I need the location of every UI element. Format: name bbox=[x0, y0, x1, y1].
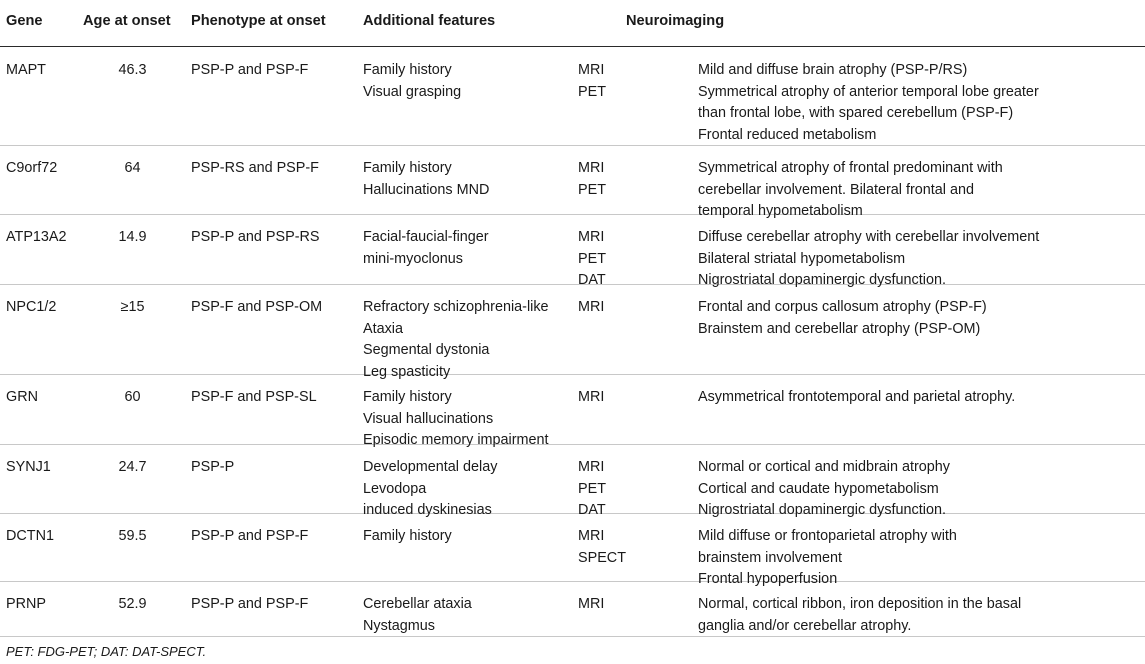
neuroimaging-cell bbox=[698, 297, 987, 340]
neuroimaging-cell-line: cerebellar involvement. Bilateral frontal and bbox=[698, 181, 974, 198]
modality-cell-line: MRI bbox=[578, 459, 605, 475]
table-footnote: PET: FDG-PET; DAT: DAT-SPECT. bbox=[6, 644, 207, 659]
phenotype-cell: PSP-P bbox=[191, 459, 235, 475]
gene-cell: PRNP bbox=[6, 596, 46, 612]
table-row bbox=[0, 145, 1145, 219]
features-cell-line: Family history bbox=[363, 160, 452, 176]
gene-cell: ATP13A2 bbox=[6, 229, 67, 245]
features-cell-line: Cerebellar ataxia bbox=[363, 596, 472, 612]
phenotype-cell: PSP-P and PSP-F bbox=[191, 528, 309, 544]
features-cell-line: Family history bbox=[363, 62, 452, 78]
neuroimaging-cell-line: Frontal hypoperfusion bbox=[698, 571, 838, 587]
age-cell: 64 bbox=[124, 160, 141, 176]
phenotype-cell: PSP-RS and PSP-F bbox=[191, 160, 319, 176]
neuroimaging-cell-line: brainstem involvement bbox=[698, 549, 842, 566]
modality-cell-line: MRI bbox=[578, 62, 605, 78]
modality-cell bbox=[578, 297, 604, 319]
table-row bbox=[0, 214, 1145, 288]
table-row bbox=[0, 513, 1145, 587]
features-cell-line: Refractory schizophrenia-like bbox=[363, 299, 549, 315]
neuroimaging-cell bbox=[698, 158, 1003, 223]
modality-cell-line: PET bbox=[578, 250, 606, 267]
gene-cell: SYNJ1 bbox=[6, 459, 51, 475]
modality-cell-line: DAT bbox=[578, 272, 606, 288]
neuroimaging-cell-line: Mild and diffuse brain atrophy (PSP-P/RS) bbox=[698, 62, 968, 78]
age-cell: 46.3 bbox=[118, 62, 147, 78]
header-age-at-onset: Age at onset bbox=[83, 13, 171, 29]
modality-cell bbox=[578, 60, 606, 103]
features-cell-line: Visual grasping bbox=[363, 83, 462, 100]
age-cell: 52.9 bbox=[118, 596, 147, 612]
header-neuroimaging: Neuroimaging bbox=[626, 13, 725, 29]
age-cell: ≥15 bbox=[120, 299, 145, 315]
modality-cell-line: MRI bbox=[578, 528, 605, 544]
features-cell-line: Episodic memory impairment bbox=[363, 432, 549, 448]
phenotype-cell: PSP-P and PSP-F bbox=[191, 596, 309, 612]
modality-cell-line: SPECT bbox=[578, 549, 626, 566]
features-cell bbox=[363, 387, 549, 452]
table-row bbox=[0, 581, 1145, 637]
features-cell-line: Levodopa bbox=[363, 480, 427, 497]
neuroimaging-cell bbox=[698, 457, 950, 522]
features-cell-line: Nystagmus bbox=[363, 617, 435, 634]
neuroimaging-cell-line: temporal hypometabolism bbox=[698, 203, 863, 219]
features-cell-line: Family history bbox=[363, 389, 452, 405]
neuroimaging-cell-line: Bilateral striatal hypometabolism bbox=[698, 250, 906, 267]
phenotype-cell: PSP-P and PSP-F bbox=[191, 62, 309, 78]
age-cell: 60 bbox=[124, 389, 141, 405]
modality-cell-line: PET bbox=[578, 83, 606, 100]
modality-cell-line: MRI bbox=[578, 229, 605, 245]
features-cell bbox=[363, 60, 461, 103]
neuroimaging-cell-line: Nigrostriatal dopaminergic dysfunction. bbox=[698, 502, 946, 518]
neuroimaging-cell-line: Nigrostriatal dopaminergic dysfunction. bbox=[698, 272, 946, 288]
neuroimaging-cell-line: Cortical and caudate hypometabolism bbox=[698, 480, 939, 497]
gene-cell: C9orf72 bbox=[6, 160, 58, 176]
modality-cell-line: MRI bbox=[578, 389, 605, 405]
neuroimaging-cell bbox=[698, 594, 1021, 637]
features-cell-line: mini-myoclonus bbox=[363, 250, 463, 267]
phenotype-cell: PSP-F and PSP-OM bbox=[191, 299, 323, 315]
table-row bbox=[0, 444, 1145, 518]
neuroimaging-cell-line: Frontal and corpus callosum atrophy (PSP-F) bbox=[698, 299, 987, 315]
modality-cell bbox=[578, 526, 626, 569]
neuroimaging-cell bbox=[698, 60, 1039, 146]
header-additional-features: Additional features bbox=[363, 13, 496, 29]
neuroimaging-cell bbox=[698, 227, 1039, 292]
table-row bbox=[0, 284, 1145, 380]
modality-cell bbox=[578, 594, 604, 616]
age-cell: 14.9 bbox=[118, 229, 147, 245]
modality-cell-line: PET bbox=[578, 181, 606, 198]
age-cell: 24.7 bbox=[118, 459, 147, 475]
table-header bbox=[0, 0, 1145, 47]
features-cell-line: Hallucinations MND bbox=[363, 181, 490, 198]
features-cell-line: Developmental delay bbox=[363, 459, 498, 475]
features-cell-line: Leg spasticity bbox=[363, 363, 451, 380]
neuroimaging-cell-line: Mild diffuse or frontoparietal atrophy with bbox=[698, 528, 957, 544]
neuroimaging-cell bbox=[698, 387, 1015, 409]
header-phenotype: Phenotype at onset bbox=[191, 13, 326, 29]
neuroimaging-cell-line: Brainstem and cerebellar atrophy (PSP-OM) bbox=[698, 320, 981, 337]
table-row bbox=[0, 47, 1145, 146]
modality-cell bbox=[578, 227, 606, 292]
features-cell bbox=[363, 457, 497, 522]
phenotype-cell: PSP-F and PSP-SL bbox=[191, 389, 317, 405]
modality-cell-line: PET bbox=[578, 480, 606, 497]
features-cell-line: Visual hallucinations bbox=[363, 410, 494, 427]
neuroimaging-cell-line: Symmetrical atrophy of anterior temporal lobe greater bbox=[698, 83, 1039, 100]
features-cell bbox=[363, 227, 489, 270]
features-cell bbox=[363, 594, 472, 637]
gene-cell: GRN bbox=[6, 389, 38, 405]
gene-cell: DCTN1 bbox=[6, 528, 54, 544]
features-cell-line: Ataxia bbox=[363, 320, 403, 337]
gene-cell: MAPT bbox=[6, 62, 46, 78]
neuroimaging-cell-line: Normal or cortical and midbrain atrophy bbox=[698, 459, 950, 475]
modality-cell-line: MRI bbox=[578, 299, 605, 315]
neuroimaging-cell-line: Normal, cortical ribbon, iron deposition in the basal bbox=[698, 596, 1022, 612]
modality-cell-line: DAT bbox=[578, 502, 606, 518]
table-row bbox=[0, 374, 1145, 448]
neuroimaging-cell-line: Asymmetrical frontotemporal and parietal atrophy. bbox=[698, 389, 1016, 405]
neuroimaging-cell-line: ganglia and/or cerebellar atrophy. bbox=[698, 617, 912, 634]
age-cell: 59.5 bbox=[118, 528, 147, 544]
neuroimaging-cell-line: Frontal reduced metabolism bbox=[698, 126, 877, 143]
neuroimaging-cell-line: Diffuse cerebellar atrophy with cerebellar involvement bbox=[698, 229, 1040, 245]
gene-cell: NPC1/2 bbox=[6, 299, 57, 315]
modality-cell bbox=[578, 457, 606, 522]
neuroimaging-cell-line: Symmetrical atrophy of frontal predominant with bbox=[698, 160, 1003, 176]
features-cell-line: Facial-faucial-finger bbox=[363, 229, 489, 245]
modality-cell-line: MRI bbox=[578, 596, 605, 612]
features-cell-line: Segmental dystonia bbox=[363, 342, 490, 358]
modality-cell bbox=[578, 158, 606, 201]
features-cell bbox=[363, 526, 452, 548]
features-cell bbox=[363, 297, 549, 383]
header-gene: Gene bbox=[6, 13, 43, 29]
modality-cell bbox=[578, 387, 604, 409]
modality-cell-line: MRI bbox=[578, 160, 605, 176]
phenotype-cell: PSP-P and PSP-RS bbox=[191, 229, 320, 245]
features-cell-line: induced dyskinesias bbox=[363, 502, 492, 518]
features-cell-line: Family history bbox=[363, 528, 452, 544]
features-cell bbox=[363, 158, 489, 201]
neuroimaging-cell-line: than frontal lobe, with spared cerebellum (PSP-F) bbox=[698, 105, 1014, 121]
